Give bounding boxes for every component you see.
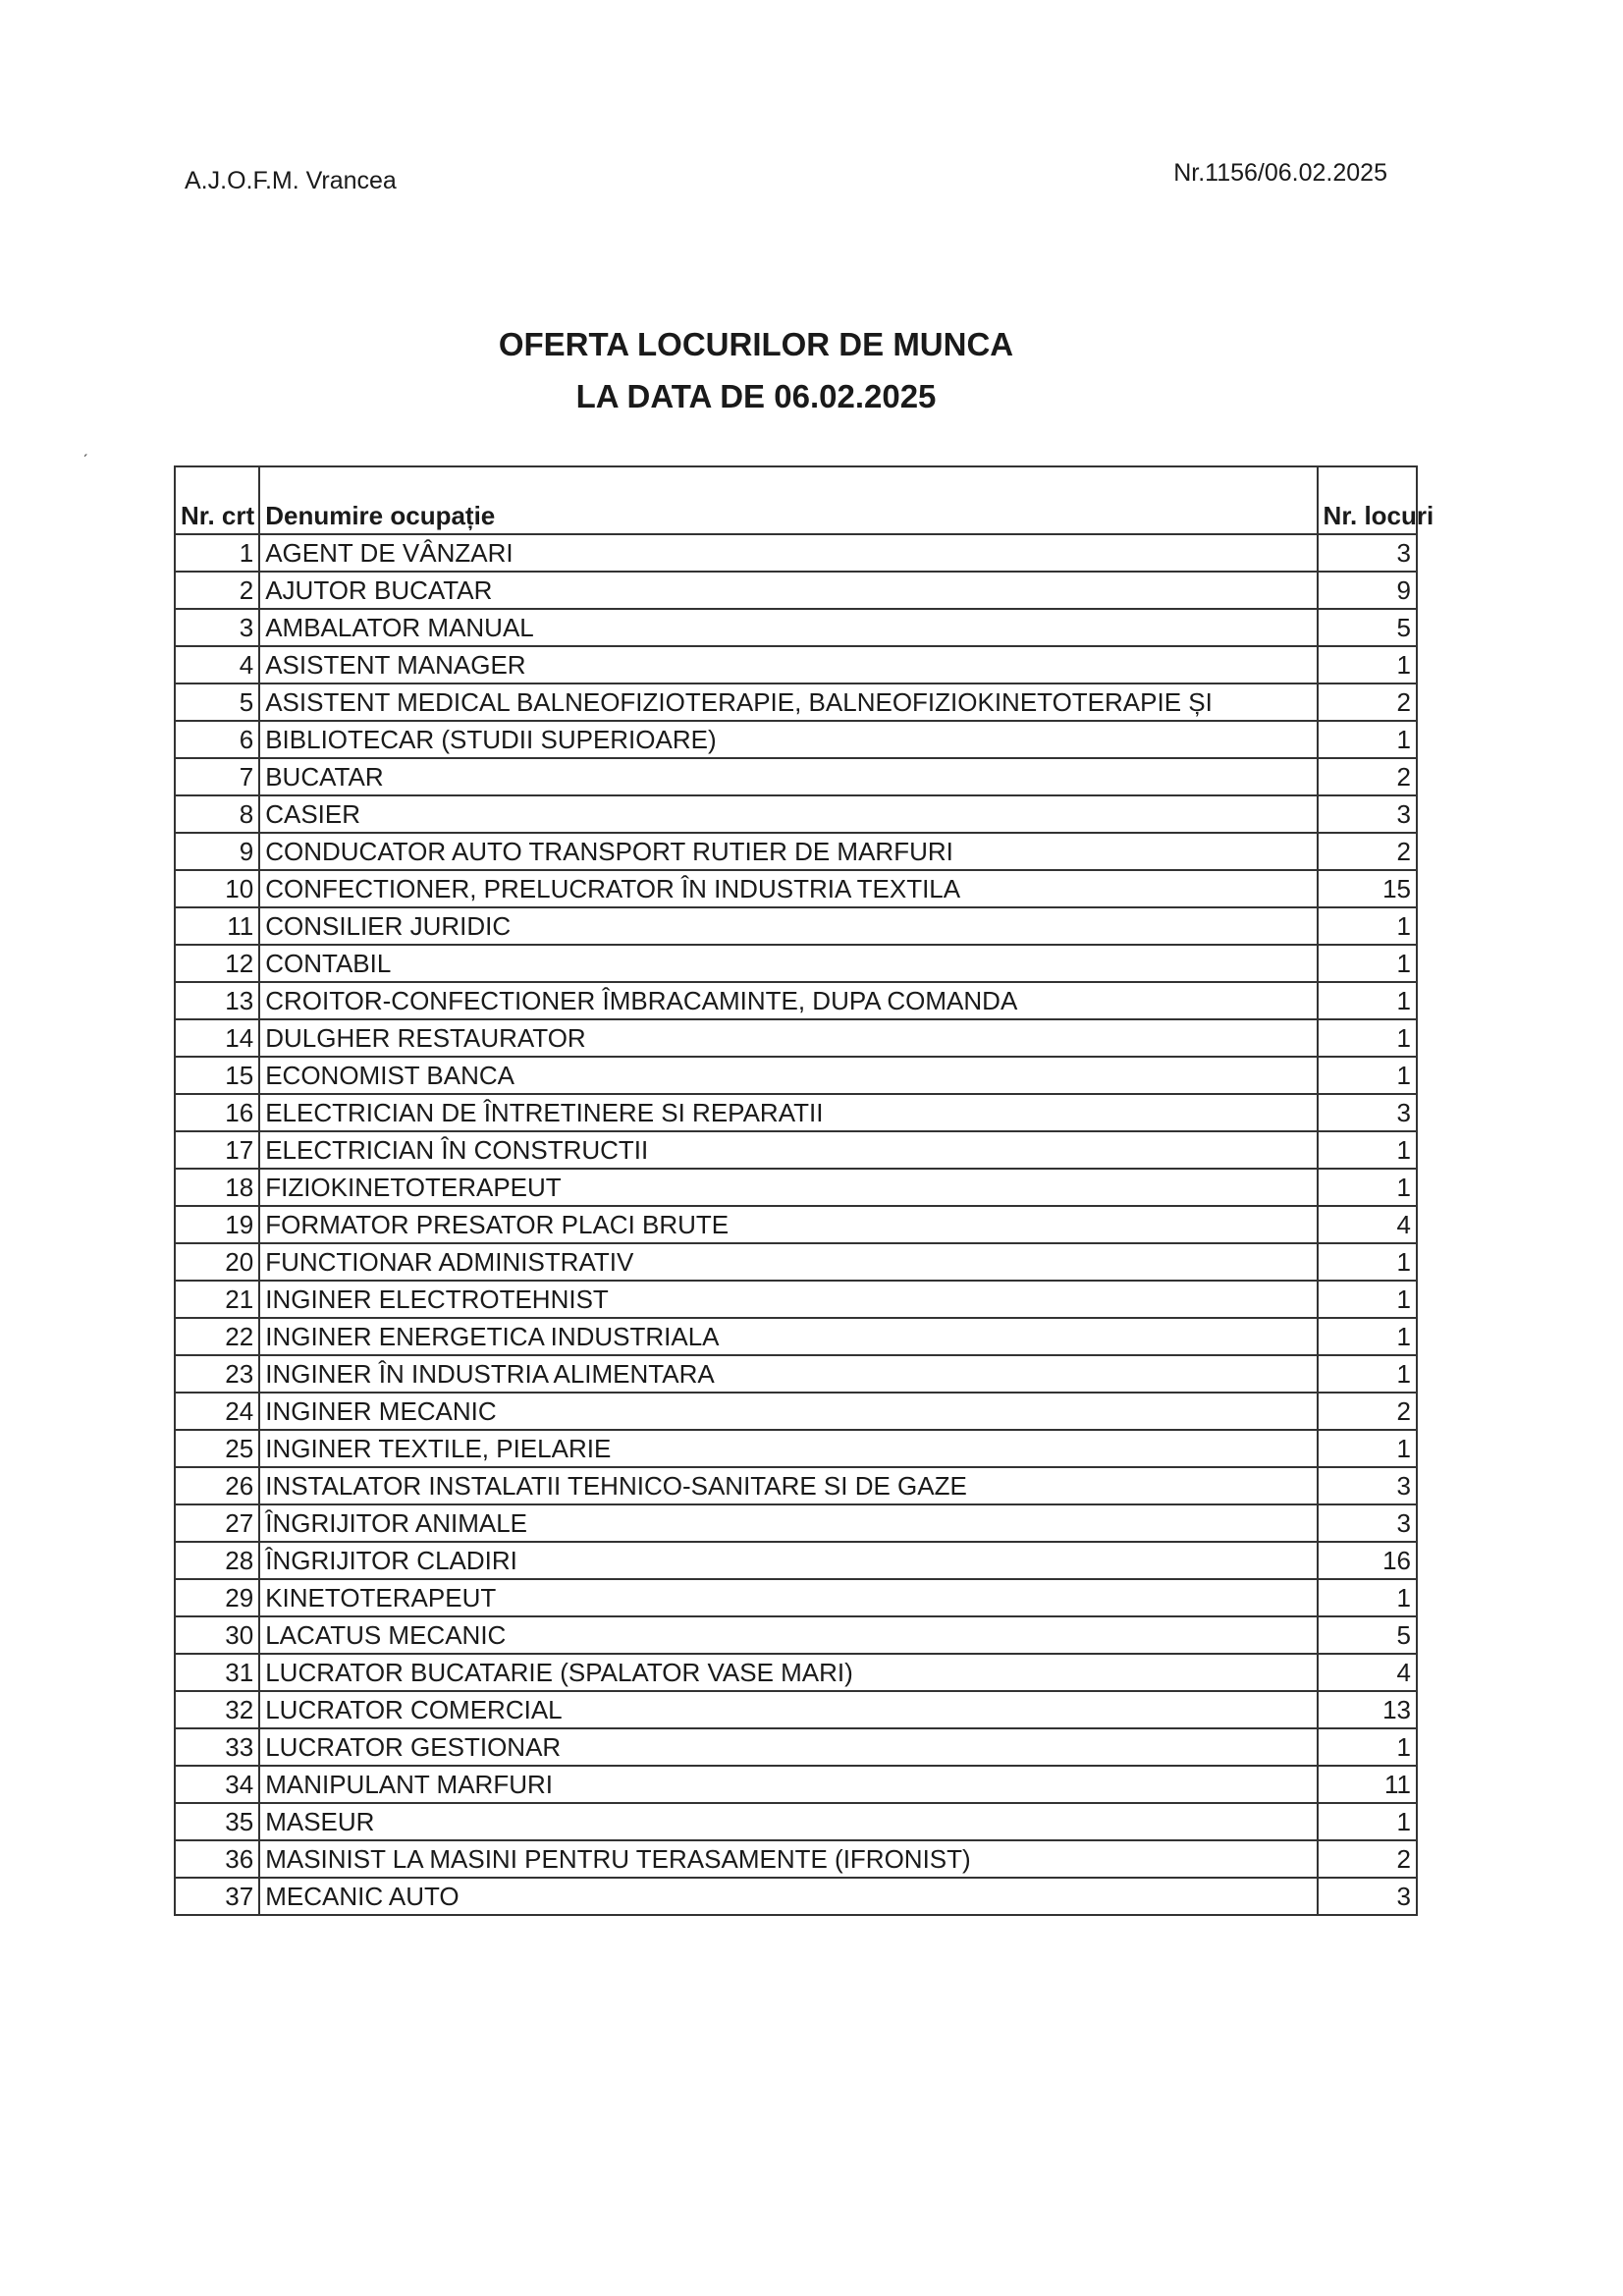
table-row xyxy=(175,795,1417,833)
occupation-name: MASINIST LA MASINI PENTRU TERASAMENTE (IFRONIST) xyxy=(259,1840,1317,1878)
positions-count: 1 xyxy=(1318,721,1417,758)
occupation-name: INGINER ELECTROTEHNIST xyxy=(259,1281,1317,1318)
positions-count: 1 xyxy=(1318,1019,1417,1057)
table-row xyxy=(175,982,1417,1019)
job-offers-table xyxy=(174,465,1434,1916)
positions-count: 1 xyxy=(1318,1243,1417,1281)
table-row xyxy=(175,1169,1417,1206)
positions-count: 3 xyxy=(1318,1504,1417,1542)
row-number: 27 xyxy=(175,1504,259,1542)
positions-count: 5 xyxy=(1318,1616,1417,1654)
row-number: 20 xyxy=(175,1243,259,1281)
row-number: 37 xyxy=(175,1878,259,1915)
table-row xyxy=(175,1393,1417,1430)
occupation-name: CONTABIL xyxy=(259,945,1317,982)
table-row xyxy=(175,833,1417,870)
row-number: 1 xyxy=(175,534,259,572)
positions-count: 1 xyxy=(1318,907,1417,945)
row-number: 7 xyxy=(175,758,259,795)
positions-count: 4 xyxy=(1318,1206,1417,1243)
positions-count: 1 xyxy=(1318,1579,1417,1616)
occupation-name: ASISTENT MEDICAL BALNEOFIZIOTERAPIE, BALNEOFIZIOKINETOTERAPIE ȘI xyxy=(259,683,1317,721)
page-title: OFERTA LOCURILOR DE MUNCA xyxy=(498,326,1014,362)
occupation-name: INGINER ÎN INDUSTRIA ALIMENTARA xyxy=(259,1355,1317,1393)
occupation-name: BIBLIOTECAR (STUDII SUPERIOARE) xyxy=(259,721,1317,758)
table-row xyxy=(175,1803,1417,1840)
table-row xyxy=(175,721,1417,758)
table-row xyxy=(175,1243,1417,1281)
table-row xyxy=(175,609,1417,646)
row-number: 23 xyxy=(175,1355,259,1393)
column-header-nr: Nr. crt xyxy=(175,466,259,534)
row-number: 28 xyxy=(175,1542,259,1579)
occupation-name: ÎNGRIJITOR ANIMALE xyxy=(259,1504,1317,1542)
document-number: Nr.1156/06.02.2025 xyxy=(1173,159,1387,187)
row-number: 22 xyxy=(175,1318,259,1355)
occupation-name: LUCRATOR BUCATARIE (SPALATOR VASE MARI) xyxy=(259,1654,1317,1691)
row-number: 21 xyxy=(175,1281,259,1318)
occupation-name: KINETOTERAPEUT xyxy=(259,1579,1317,1616)
positions-count: 16 xyxy=(1318,1542,1417,1579)
positions-count: 1 xyxy=(1318,982,1417,1019)
positions-count: 1 xyxy=(1318,1355,1417,1393)
positions-count: 1 xyxy=(1318,1131,1417,1169)
positions-count: 1 xyxy=(1318,1281,1417,1318)
table-row xyxy=(175,683,1417,721)
row-number: 15 xyxy=(175,1057,259,1094)
table-body xyxy=(175,534,1417,1915)
organization-name: A.J.O.F.M. Vrancea xyxy=(185,167,397,194)
occupation-name: INGINER MECANIC xyxy=(259,1393,1317,1430)
table-row xyxy=(175,1840,1417,1878)
row-number: 14 xyxy=(175,1019,259,1057)
occupation-name: CONSILIER JURIDIC xyxy=(259,907,1317,945)
table-row xyxy=(175,1019,1417,1057)
row-number: 13 xyxy=(175,982,259,1019)
positions-count: 3 xyxy=(1318,1094,1417,1131)
table-row xyxy=(175,907,1417,945)
page-subtitle-date: LA DATA DE 06.02.2025 xyxy=(575,378,937,414)
table-row xyxy=(175,1281,1417,1318)
occupation-name: CROITOR-CONFECTIONER ÎMBRACAMINTE, DUPA COMANDA xyxy=(259,982,1317,1019)
occupation-name: ELECTRICIAN ÎN CONSTRUCTII xyxy=(259,1131,1317,1169)
occupation-name: CONFECTIONER, PRELUCRATOR ÎN INDUSTRIA TEXTILA xyxy=(259,870,1317,907)
positions-count: 9 xyxy=(1318,572,1417,609)
column-header-occupation: Denumire ocupație xyxy=(259,466,1317,534)
table-row xyxy=(175,1094,1417,1131)
column-header-positions: Nr. locuri xyxy=(1318,466,1417,534)
table-row xyxy=(175,1355,1417,1393)
table-row xyxy=(175,534,1417,572)
occupation-name: LUCRATOR GESTIONAR xyxy=(259,1728,1317,1766)
positions-count: 1 xyxy=(1318,1057,1417,1094)
positions-count: 13 xyxy=(1318,1691,1417,1728)
table-row xyxy=(175,646,1417,683)
positions-count: 11 xyxy=(1318,1766,1417,1803)
table-row xyxy=(175,1728,1417,1766)
positions-count: 1 xyxy=(1318,646,1417,683)
positions-count: 15 xyxy=(1318,870,1417,907)
table-row xyxy=(175,1654,1417,1691)
scan-mark: ˊ xyxy=(82,452,88,471)
occupation-name: CONDUCATOR AUTO TRANSPORT RUTIER DE MARFURI xyxy=(259,833,1317,870)
row-number: 26 xyxy=(175,1467,259,1504)
row-number: 25 xyxy=(175,1430,259,1467)
occupation-name: CASIER xyxy=(259,795,1317,833)
row-number: 3 xyxy=(175,609,259,646)
occupation-name: MANIPULANT MARFURI xyxy=(259,1766,1317,1803)
row-number: 19 xyxy=(175,1206,259,1243)
table-header-row xyxy=(175,466,1417,534)
positions-count: 2 xyxy=(1318,1393,1417,1430)
occupation-name: BUCATAR xyxy=(259,758,1317,795)
positions-count: 1 xyxy=(1318,1728,1417,1766)
occupation-name: MECANIC AUTO xyxy=(259,1878,1317,1915)
row-number: 5 xyxy=(175,683,259,721)
row-number: 35 xyxy=(175,1803,259,1840)
table-row xyxy=(175,1766,1417,1803)
positions-count: 1 xyxy=(1318,1318,1417,1355)
positions-count: 4 xyxy=(1318,1654,1417,1691)
occupation-name: FORMATOR PRESATOR PLACI BRUTE xyxy=(259,1206,1317,1243)
row-number: 30 xyxy=(175,1616,259,1654)
positions-count: 1 xyxy=(1318,1169,1417,1206)
row-number: 10 xyxy=(175,870,259,907)
row-number: 32 xyxy=(175,1691,259,1728)
occupation-name: ELECTRICIAN DE ÎNTRETINERE SI REPARATII xyxy=(259,1094,1317,1131)
table-row xyxy=(175,870,1417,907)
table-row xyxy=(175,1542,1417,1579)
row-number: 31 xyxy=(175,1654,259,1691)
occupation-name: MASEUR xyxy=(259,1803,1317,1840)
occupation-name: INSTALATOR INSTALATII TEHNICO-SANITARE SI DE GAZE xyxy=(259,1467,1317,1504)
row-number: 18 xyxy=(175,1169,259,1206)
table-row xyxy=(175,1057,1417,1094)
table-row xyxy=(175,945,1417,982)
table-row xyxy=(175,1878,1417,1915)
table-row xyxy=(175,1430,1417,1467)
row-number: 24 xyxy=(175,1393,259,1430)
row-number: 36 xyxy=(175,1840,259,1878)
occupation-name: ÎNGRIJITOR CLADIRI xyxy=(259,1542,1317,1579)
table-row xyxy=(175,1318,1417,1355)
positions-count: 3 xyxy=(1318,534,1417,572)
row-number: 29 xyxy=(175,1579,259,1616)
occupation-name: DULGHER RESTAURATOR xyxy=(259,1019,1317,1057)
row-number: 11 xyxy=(175,907,259,945)
row-number: 33 xyxy=(175,1728,259,1766)
table-row xyxy=(175,1131,1417,1169)
positions-count: 5 xyxy=(1318,609,1417,646)
table-row xyxy=(175,758,1417,795)
row-number: 8 xyxy=(175,795,259,833)
positions-count: 2 xyxy=(1318,833,1417,870)
row-number: 2 xyxy=(175,572,259,609)
table-row xyxy=(175,572,1417,609)
positions-count: 3 xyxy=(1318,1467,1417,1504)
row-number: 34 xyxy=(175,1766,259,1803)
table-row xyxy=(175,1691,1417,1728)
table-row xyxy=(175,1206,1417,1243)
row-number: 9 xyxy=(175,833,259,870)
positions-count: 1 xyxy=(1318,1803,1417,1840)
table-row xyxy=(175,1467,1417,1504)
row-number: 17 xyxy=(175,1131,259,1169)
occupation-name: FUNCTIONAR ADMINISTRATIV xyxy=(259,1243,1317,1281)
occupation-name: LUCRATOR COMERCIAL xyxy=(259,1691,1317,1728)
table-row xyxy=(175,1579,1417,1616)
occupation-name: ASISTENT MANAGER xyxy=(259,646,1317,683)
occupation-name: FIZIOKINETOTERAPEUT xyxy=(259,1169,1317,1206)
occupation-name: AMBALATOR MANUAL xyxy=(259,609,1317,646)
positions-count: 2 xyxy=(1318,683,1417,721)
row-number: 6 xyxy=(175,721,259,758)
table-row xyxy=(175,1616,1417,1654)
row-number: 12 xyxy=(175,945,259,982)
table-row xyxy=(175,1504,1417,1542)
occupation-name: AGENT DE VÂNZARI xyxy=(259,534,1317,572)
positions-count: 1 xyxy=(1318,1430,1417,1467)
positions-count: 1 xyxy=(1318,945,1417,982)
positions-count: 3 xyxy=(1318,1878,1417,1915)
occupation-name: AJUTOR BUCATAR xyxy=(259,572,1317,609)
row-number: 16 xyxy=(175,1094,259,1131)
positions-count: 2 xyxy=(1318,758,1417,795)
positions-count: 3 xyxy=(1318,795,1417,833)
occupation-name: ECONOMIST BANCA xyxy=(259,1057,1317,1094)
occupation-name: LACATUS MECANIC xyxy=(259,1616,1317,1654)
positions-count: 2 xyxy=(1318,1840,1417,1878)
occupation-name: INGINER TEXTILE, PIELARIE xyxy=(259,1430,1317,1467)
occupation-name: INGINER ENERGETICA INDUSTRIALA xyxy=(259,1318,1317,1355)
row-number: 4 xyxy=(175,646,259,683)
